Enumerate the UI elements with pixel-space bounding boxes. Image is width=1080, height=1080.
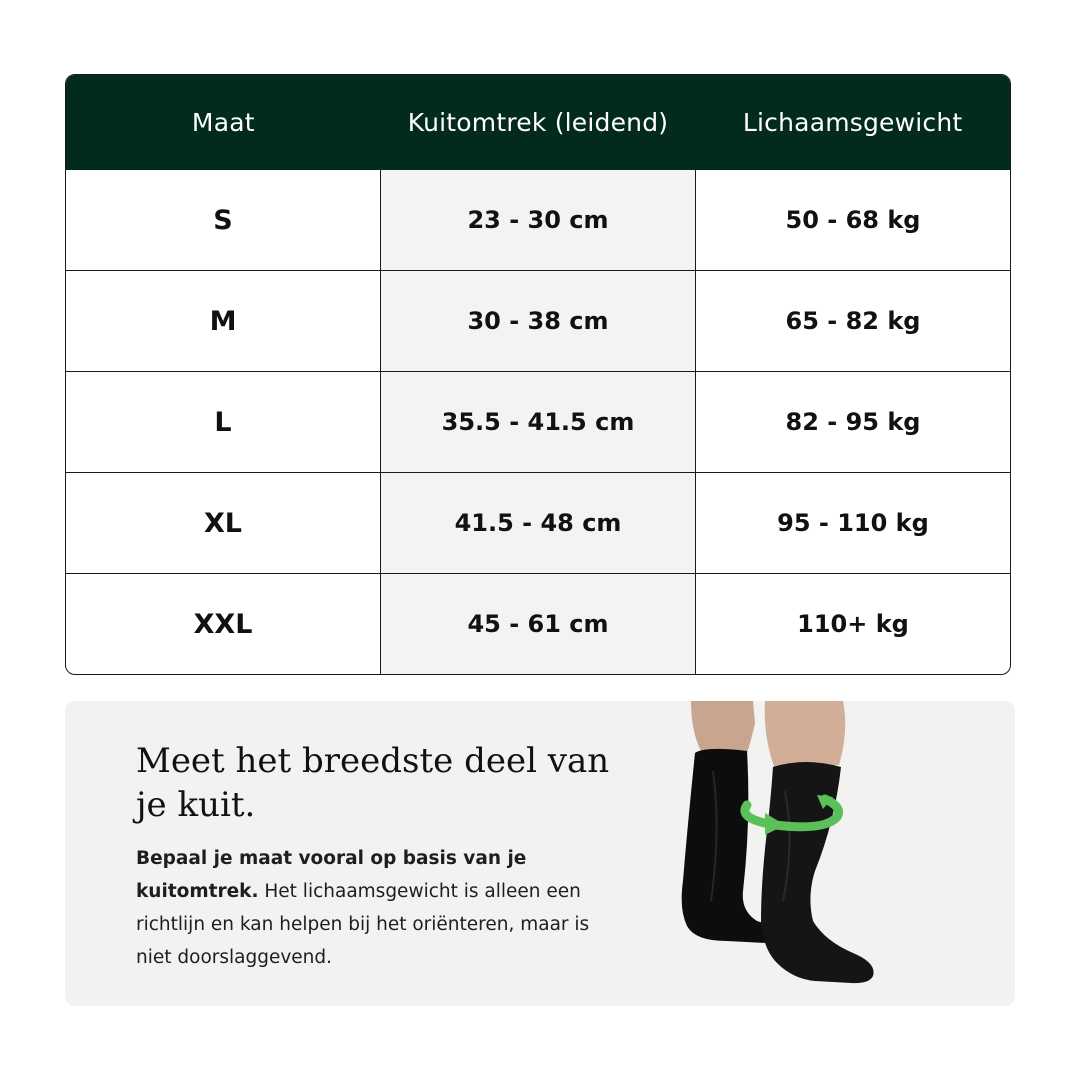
info-text-rest: Het lichaamsgewicht is alleen een richtlijn en kan helpen bij het oriënteren, maar is niet doorslaggevend. [136, 881, 590, 968]
size-cell: L [214, 406, 232, 438]
size-cell: M [209, 305, 237, 337]
calf-cell: 30 - 38 cm [380, 271, 696, 371]
calf-cell: 41.5 - 48 cm [380, 473, 696, 573]
size-cell: S [213, 204, 233, 236]
table-header [66, 75, 1010, 170]
compression-sock-illustration [665, 701, 895, 1006]
info-text-bold: Bepaal je maat vooral op basis van je kuitomtrek. [136, 848, 527, 902]
weight-cell: 50 - 68 kg [785, 206, 921, 234]
size-table [65, 74, 1011, 675]
info-title: Meet het breedste deel van je kuit. [136, 741, 610, 825]
weight-cell: 82 - 95 kg [785, 408, 921, 436]
table-row [66, 371, 1010, 472]
table-row [66, 472, 1010, 573]
info-text [136, 842, 606, 974]
table-row [66, 573, 1010, 674]
calf-cell: 45 - 61 cm [380, 574, 696, 674]
weight-cell: 110+ kg [797, 610, 909, 638]
size-cell: XXL [193, 608, 253, 640]
calf-cell: 35.5 - 41.5 cm [380, 372, 696, 472]
weight-cell: 65 - 82 kg [785, 307, 921, 335]
table-row [66, 270, 1010, 371]
header-calf-circumference: Kuitomtrek (leidend) [407, 108, 669, 137]
table-row [66, 170, 1010, 270]
back-leg-skin [691, 701, 755, 753]
front-leg-skin [765, 701, 846, 769]
header-body-weight: Lichaamsgewicht [742, 108, 963, 137]
weight-cell: 95 - 110 kg [777, 509, 929, 537]
calf-cell: 23 - 30 cm [380, 170, 696, 270]
header-size: Maat [191, 108, 255, 137]
size-cell: XL [203, 507, 243, 539]
measurement-info-panel [65, 701, 1015, 1006]
